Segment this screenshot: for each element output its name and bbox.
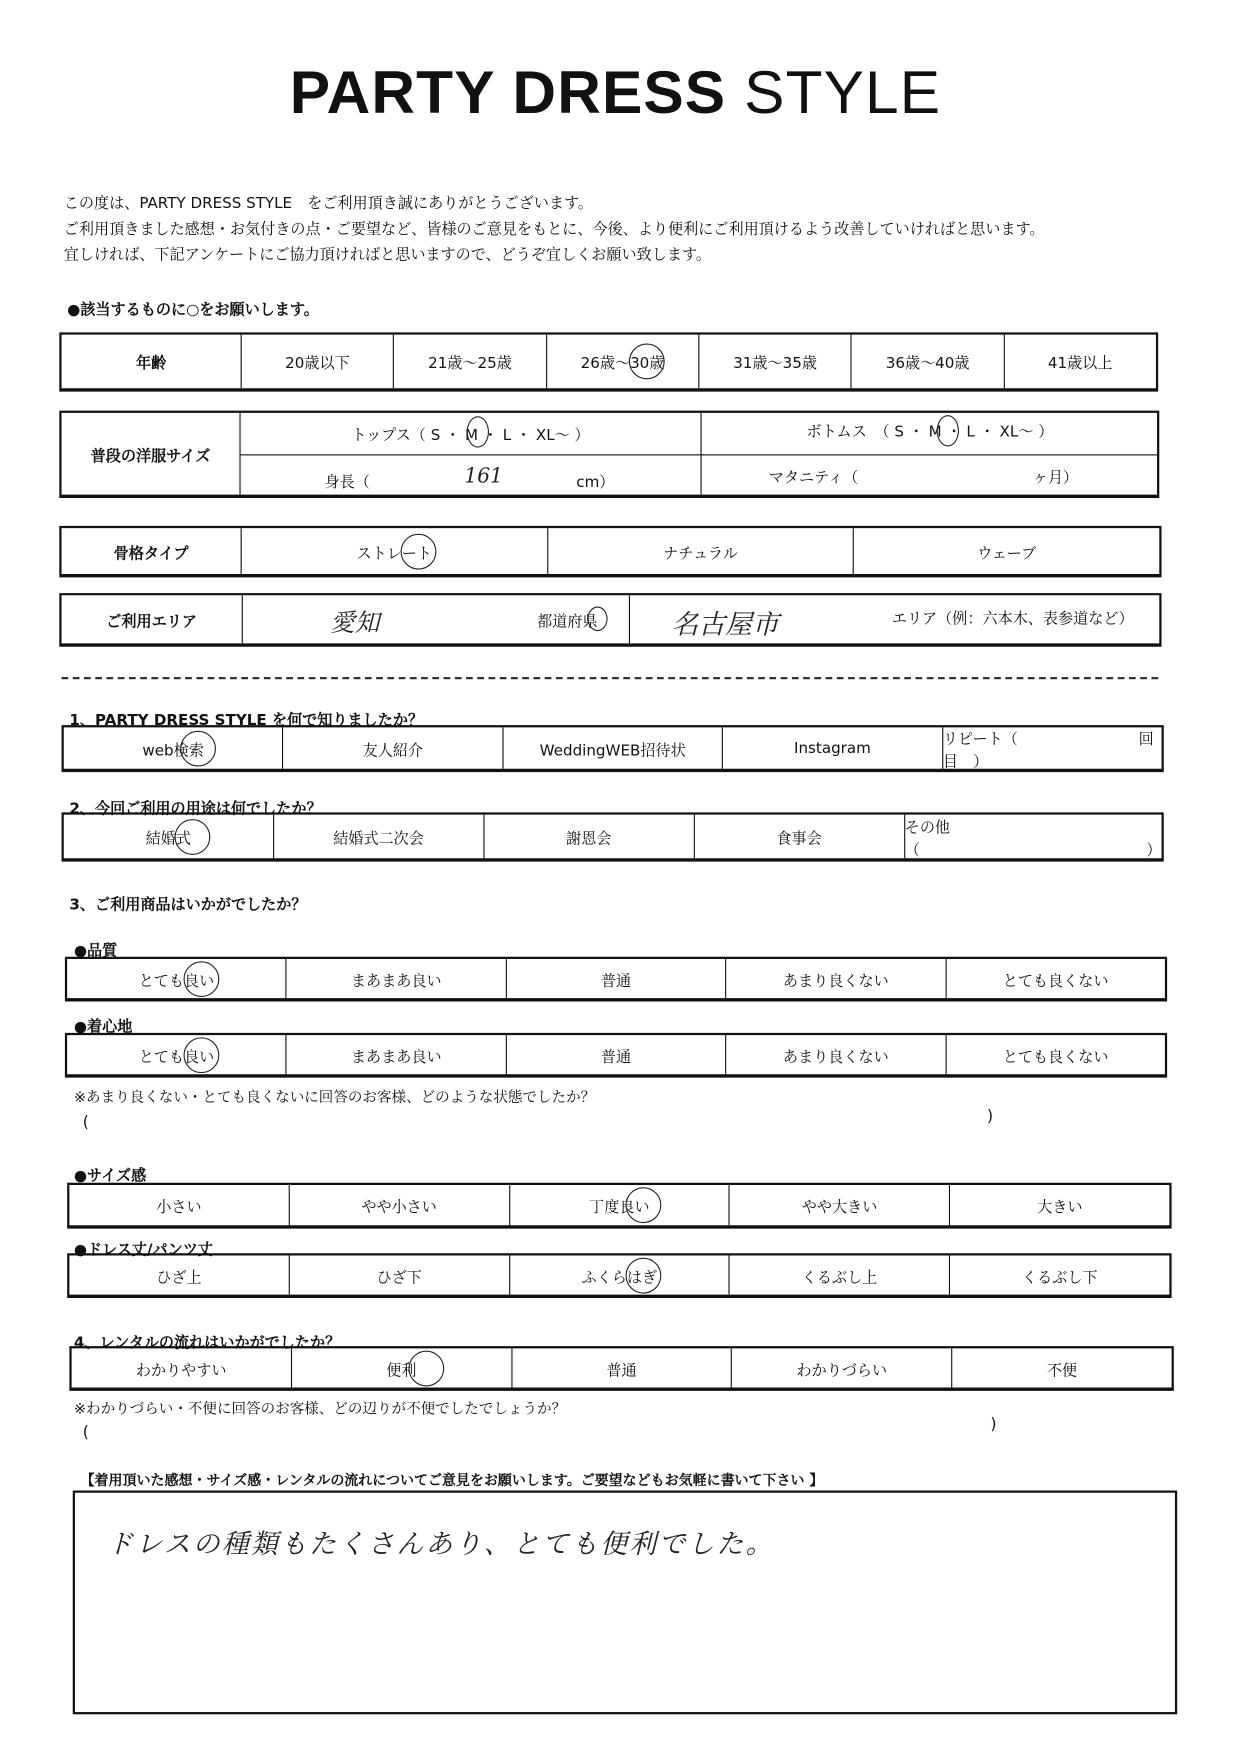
option-label: 41歳以上: [1047, 354, 1113, 373]
option-label: くるぶし上: [801, 1268, 878, 1287]
option-cell[interactable]: [506, 959, 726, 998]
option-label: リピート（ 回目 ）: [942, 730, 1154, 771]
option-label: 結婚式: [145, 829, 191, 848]
option-label: 小さい: [156, 1198, 202, 1217]
option-cell[interactable]: [509, 1256, 729, 1295]
option-label: 大きい: [1037, 1198, 1083, 1217]
option-label: 友人紹介: [362, 741, 424, 760]
option-cell[interactable]: [904, 815, 1162, 859]
option-cell[interactable]: [69, 1256, 288, 1295]
bottoms-size: ボトムス （ S ・ M ・ L ・ XL～ ）: [806, 422, 1054, 441]
option-cell[interactable]: [722, 727, 942, 768]
option-label: 結婚式二次会: [333, 829, 424, 848]
option-cell[interactable]: [241, 335, 394, 389]
option-cell[interactable]: [731, 1348, 951, 1387]
option-label: ひざ上: [156, 1268, 202, 1287]
option-label: Instagram: [794, 739, 871, 758]
option-label: 丁度良い: [589, 1198, 650, 1217]
option-cell[interactable]: [69, 1185, 288, 1225]
length-label: ●ドレス丈/パンツ丈: [73, 1240, 213, 1259]
option-label: とても良い: [138, 971, 215, 990]
size-label: 普段の洋服サイズ: [62, 413, 241, 495]
quality-table: [65, 957, 1167, 1002]
option-label: ひざ下: [376, 1268, 422, 1287]
option-label: ウェーブ: [977, 544, 1037, 563]
option-cell[interactable]: [729, 1256, 949, 1295]
option-cell[interactable]: [72, 1348, 291, 1387]
comment-text: ドレスの種類もたくさんあり、とても便利でした。: [106, 1528, 775, 1560]
length-table: [67, 1253, 1171, 1298]
maternity-label: マタニティ（: [768, 468, 859, 487]
paren-open: (: [82, 1113, 89, 1132]
q4-note: ※わかりづらい・不便に回答のお客様、どの辺りが不便でしたでしょうか？: [73, 1400, 567, 1418]
q4-title: 4、レンタルの流れはいかがでしたか？: [73, 1333, 341, 1352]
row-label: 骨格タイプ: [113, 544, 189, 563]
option-label: ストレート: [356, 544, 433, 563]
tops-size: トップス（ S ・ M ・ L ・ XL～ ）: [351, 426, 590, 445]
height-label: 身長（: [324, 473, 370, 492]
option-cell[interactable]: [693, 815, 903, 859]
option-cell[interactable]: [851, 335, 1004, 389]
option-cell[interactable]: [546, 335, 699, 389]
option-cell[interactable]: [64, 727, 283, 768]
option-label: その他（ ）: [904, 818, 1162, 859]
age-table: [59, 332, 1158, 391]
option-cell[interactable]: [393, 335, 546, 389]
paren-close: ): [990, 1415, 997, 1434]
option-label: あまり良くない: [782, 1047, 889, 1066]
comfort-label: ●着心地: [73, 1018, 133, 1037]
option-cell[interactable]: [698, 335, 851, 389]
size-table: [59, 411, 1159, 498]
page-title: [0, 58, 1231, 127]
prefecture-value[interactable]: 愛知: [330, 609, 380, 638]
option-label: ふくらはぎ: [581, 1268, 658, 1287]
prefecture-label: 都道府県: [537, 613, 598, 632]
option-cell[interactable]: [509, 1185, 729, 1225]
option-label: 食事会: [776, 829, 822, 848]
fit-table: [67, 1183, 1171, 1229]
title-bold: PARTY DRESS: [289, 59, 727, 127]
option-cell[interactable]: [502, 727, 722, 768]
option-label: web検索: [142, 741, 204, 760]
option-label: あまり良くない: [782, 971, 889, 990]
option-cell[interactable]: [945, 1035, 1165, 1074]
height-value[interactable]: 161: [464, 464, 503, 488]
option-label: 31歳～35歳: [733, 354, 817, 373]
option-label: 便利: [386, 1361, 417, 1380]
option-label: くるぶし下: [1022, 1268, 1098, 1287]
option-label: とても良い: [138, 1047, 215, 1066]
intro-line: 宜しければ、下記アンケートにご協力頂ければと思いますので、どうぞ宜しくお願い致します。: [63, 246, 711, 265]
height-unit: cm）: [576, 473, 615, 492]
option-cell[interactable]: [67, 1035, 286, 1074]
frame-table: [59, 526, 1161, 577]
option-cell[interactable]: [1003, 335, 1156, 389]
q4-table: [69, 1346, 1173, 1391]
area-label: ご利用エリア: [62, 595, 243, 643]
option-label: まあまあ良い: [350, 971, 442, 990]
option-label: やや大きい: [801, 1198, 878, 1217]
q2-title: 2、今回ご利用の用途は何でしたか？: [69, 800, 322, 818]
paren-close: ): [986, 1107, 994, 1126]
comment-heading: 【着用頂いた感想・サイズ感・レンタルの流れについてご意見をお願いします。ご要望などもお気軽に書いて下さい 】: [80, 1471, 824, 1489]
option-label: 36歳～40歳: [885, 354, 970, 373]
option-cell[interactable]: [483, 815, 693, 859]
option-cell[interactable]: [273, 815, 483, 859]
option-cell[interactable]: [282, 727, 502, 768]
option-label: 26歳～30歳: [580, 354, 665, 373]
q1-table: [62, 725, 1164, 772]
quality-label: ●品質: [73, 942, 118, 961]
maternity-unit: ヶ月）: [1032, 468, 1079, 487]
divider: [62, 677, 1159, 679]
option-cell[interactable]: [67, 959, 286, 998]
intro-line: この度は、PARTY DRESS STYLE をご利用頂き誠にありがとうございます。: [63, 194, 594, 213]
option-cell[interactable]: [291, 1348, 511, 1387]
option-label: とても良くない: [1002, 1047, 1109, 1066]
area-example-label: エリア（例：六本木、表参道など）: [891, 609, 1134, 628]
option-label: 普通: [600, 1047, 632, 1066]
option-cell[interactable]: [286, 1035, 506, 1074]
option-label: ナチュラル: [663, 544, 738, 563]
q2-table: [62, 812, 1164, 861]
option-cell[interactable]: [547, 528, 853, 574]
q3-title: 3、ご利用商品はいかがでしたか？: [69, 896, 307, 915]
paren-open: (: [82, 1423, 89, 1442]
option-cell[interactable]: [949, 1185, 1169, 1225]
option-cell[interactable]: [64, 815, 273, 859]
comfort-table: [65, 1033, 1167, 1078]
option-cell[interactable]: [725, 959, 945, 998]
option-cell[interactable]: [942, 727, 1162, 771]
option-cell[interactable]: [506, 1035, 726, 1074]
instruction: ●該当するものに○をお願いします。: [67, 301, 319, 319]
option-label: わかりづらい: [796, 1361, 888, 1380]
option-label: 20歳以下: [285, 354, 350, 373]
fit-label: ●サイズ感: [73, 1167, 147, 1186]
area-table: [59, 593, 1161, 647]
option-label: わかりやすい: [135, 1361, 227, 1380]
option-cell[interactable]: [951, 1348, 1171, 1387]
intro-line: ご利用頂きました感想・お気付きの点・ご要望など、皆様のご意見をもとに、今後、より便利にご利用頂けるよう改善していければと思います。: [63, 220, 1045, 239]
title-light: STYLE: [744, 59, 942, 127]
option-label: やや小さい: [361, 1198, 437, 1217]
option-cell[interactable]: [853, 528, 1159, 574]
option-label: 普通: [600, 971, 632, 990]
q1-title: 1、PARTY DRESS STYLE を何で知りましたか？: [69, 711, 424, 730]
option-cell[interactable]: [511, 1348, 731, 1387]
option-cell[interactable]: [288, 1256, 508, 1295]
option-cell[interactable]: [288, 1185, 508, 1225]
option-cell[interactable]: [286, 959, 506, 998]
option-label: 21歳～25歳: [428, 354, 512, 373]
option-label: まあまあ良い: [350, 1047, 442, 1066]
option-cell[interactable]: [725, 1035, 945, 1074]
option-label: とても良くない: [1002, 971, 1109, 990]
comfort-note: ※あまり良くない・とても良くないに回答のお客様、どのような状態でしたか？: [73, 1089, 596, 1107]
option-label: WeddingWEB招待状: [539, 741, 686, 760]
option-cell[interactable]: [729, 1185, 949, 1225]
city-value[interactable]: 名古屋市: [671, 608, 779, 641]
option-label: 普通: [606, 1361, 637, 1380]
option-cell[interactable]: [949, 1256, 1169, 1295]
option-label: 謝恩会: [566, 829, 612, 848]
option-cell[interactable]: [241, 528, 547, 574]
row-label: 年齢: [135, 354, 167, 373]
option-label: 不便: [1046, 1361, 1078, 1380]
option-cell[interactable]: [945, 959, 1165, 998]
comment-box[interactable]: [73, 1491, 1177, 1715]
